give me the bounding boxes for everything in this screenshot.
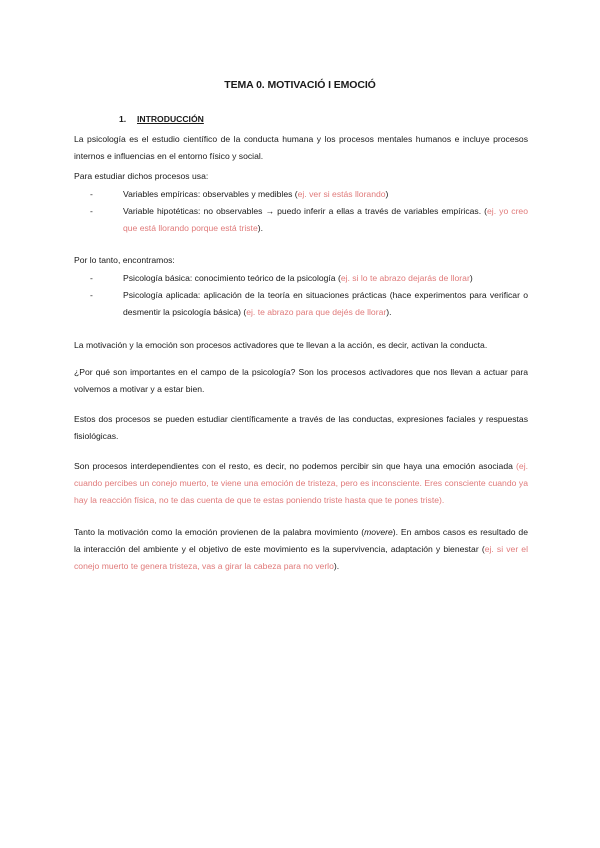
document-title: TEMA 0. MOTIVACIÓ I EMOCIÓ [224, 79, 376, 91]
paragraph-motivacion: La motivación y la emoción son procesos activadores que te llevan a la acción, es decir, activan la conducta. [74, 340, 488, 350]
list-item: - Psicología aplicada: aplicación de la teoría en situaciones prácticas (hace experimentos para verificar o desmentir la psicología básica) (ej. te abrazo para que dejés de llorar). [90, 290, 528, 317]
italic-term: movere [364, 527, 393, 537]
list-variables [74, 186, 528, 237]
paragraph-movimiento: Tanto la motivación como la emoción provienen de la palabra movimiento (movere). En ambos casos es resultado de la interacción del ambiente y el objetivo de este movimiento es la supervivencia, adaptación y bienestar (ej. si ver el conejo muerto te genera tristeza, vas a girar la cabeza para no verlo). [74, 527, 528, 571]
example-text: (ej. cuando percibes un conejo muerto, te viene una emoción de tristeza, pero es inconsciente. Eres consciente cuando ya hay la reacción física, no te das cuenta de que te estas poniendo triste hasta que te pones triste). [74, 461, 528, 505]
paragraph-usa: Para estudiar dichos procesos usa: [74, 171, 209, 181]
example-text: ej. yo creo que está llorando porque está triste [123, 206, 528, 233]
paragraph-definition: La psicología es el estudio científico de la conducta humana y los procesos mentales humanos e incluye procesos internos e influencias en el entorno físico y social. [74, 134, 528, 161]
example-text: ej. te abrazo para que dejés de llorar [246, 307, 387, 317]
example-text: ej. si ver el conejo muerto te genera tristeza, vas a girar la cabeza para no verlo [74, 544, 528, 571]
section-number: 1. [119, 114, 127, 124]
paragraph-estudio: Estos dos procesos se pueden estudiar científicamente a través de las conductas, expresiones faciales y respuestas fisiológicas. [74, 414, 528, 441]
list-item: - Variables empíricas: observables y medibles (ej. ver si estás llorando) [90, 189, 389, 199]
example-text: ej. si lo te abrazo dejarás de llorar [340, 273, 470, 283]
section-label: INTRODUCCIÓN [137, 114, 204, 124]
list-psicologia [74, 270, 528, 321]
example-text: ej. ver si estás llorando [297, 189, 386, 199]
section-heading [119, 114, 204, 124]
paragraph-importancia: ¿Por qué son importantes en el campo de la psicología? Son los procesos activadores que nos llevan a actuar para volvemos a motivar y a estar bien. [74, 367, 528, 394]
list-item: - Psicología básica: conocimiento teórico de la psicología (ej. si lo te abrazo dejarás de llorar) [90, 273, 473, 283]
paragraph-encontramos: Por lo tanto, encontramos: [74, 255, 175, 265]
list-item: - Variable hipotéticas: no observables → puedo inferir a ellas a través de variables empíricas. (ej. yo creo que está llorando porque está triste). [90, 206, 528, 233]
paragraph-interdependientes: Son procesos interdependientes con el resto, es decir, no podemos percibir sin que haya una emoción asociada (ej. cuando percibes un conejo muerto, te viene una emoción de tristeza, pero es inconsciente. Eres consciente cuando ya hay la reacción física, no te das cuenta de que te estas poniendo triste hasta que te pones triste). [74, 461, 528, 505]
